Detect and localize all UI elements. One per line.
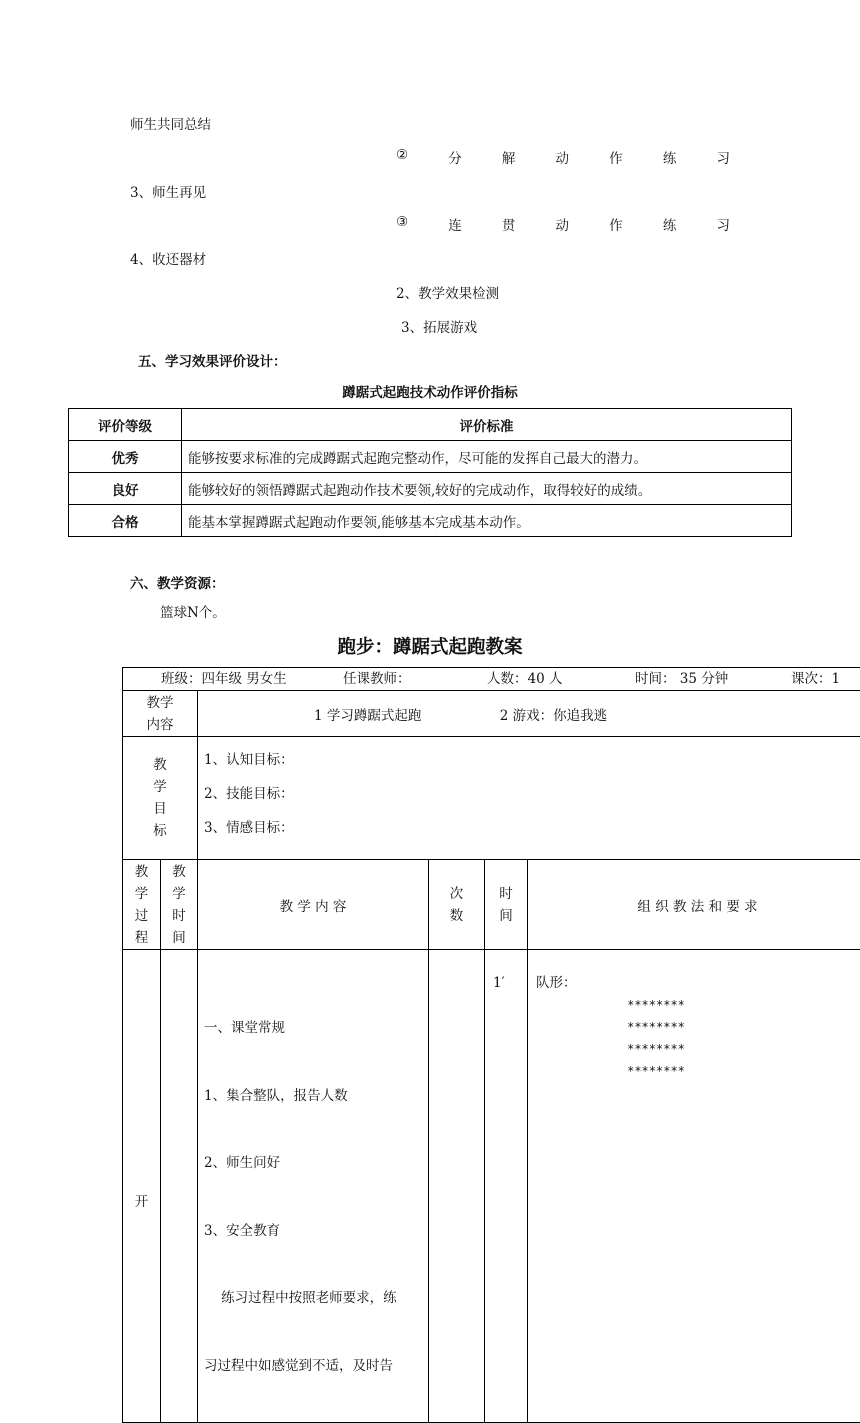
goals-cell: [198, 737, 860, 860]
content-item: 1 学习蹲踞式起跑: [314, 708, 421, 724]
char: 动: [556, 147, 570, 167]
level-cell: 良好: [69, 473, 182, 505]
formation-grid: [536, 994, 776, 1082]
method-cell: [528, 950, 860, 1423]
char: ③: [396, 214, 408, 234]
header-teaching-time: [161, 860, 198, 950]
equipment-line: 4、收还器材: [130, 248, 206, 268]
char: 解: [502, 147, 516, 167]
header-char: 教: [123, 861, 160, 883]
time-info: 时间： 35 分钟: [635, 668, 728, 690]
label-line: 内容: [123, 714, 197, 736]
char: ②: [396, 147, 408, 167]
goal-item: 2、技能目标：: [204, 777, 860, 811]
content-label: [123, 691, 198, 737]
formation-label: 队形：: [536, 972, 860, 994]
header-level: 评价等级: [69, 409, 182, 441]
char: 连: [448, 214, 462, 234]
goal-item: 1、认知目标：: [204, 743, 860, 777]
table-row: [123, 950, 860, 1423]
section-heading-evaluation: 五、学习效果评价设计：: [138, 350, 287, 370]
count-info: 人数：40 人: [487, 668, 562, 690]
table-header-row: [69, 409, 792, 441]
teacher-info: 任课教师：: [343, 668, 411, 690]
duration-cell: 1′: [485, 950, 528, 1423]
criteria-cell: 能基本掌握蹲踞式起跑动作要领,能够基本完成基本动作。: [182, 505, 792, 537]
content-row: [123, 691, 860, 737]
content-cell: [198, 950, 429, 1423]
summary-line: 师生共同总结: [130, 113, 211, 133]
label-char: 教: [123, 754, 197, 776]
header-char: 教: [161, 861, 197, 883]
content-line: 习过程中如感觉到不适，及时告: [204, 1355, 424, 1378]
content-line: 2、师生问好: [204, 1152, 424, 1175]
content-line: 1、集合整队，报告人数: [204, 1085, 424, 1108]
header-char: 次: [429, 883, 484, 905]
class-info: 班级：四年级 男女生: [161, 668, 287, 690]
header-criteria: 评价标准: [182, 409, 792, 441]
evaluation-table-title: 蹲踞式起跑技术动作评价指标: [0, 381, 860, 401]
teaching-time-cell: [161, 950, 198, 1423]
header-char: 时: [485, 883, 527, 905]
section-heading-resources: 六、教学资源：: [130, 572, 225, 592]
label-line: 教学: [123, 692, 197, 714]
char: 习: [716, 214, 730, 234]
level-cell: 合格: [69, 505, 182, 537]
char: 习: [716, 147, 730, 167]
header-char: 时: [161, 905, 197, 927]
continuous-practice-line: [396, 214, 730, 234]
session-info: 课次：1: [791, 668, 840, 690]
formation-row: ********: [536, 994, 776, 1016]
content-items-cell: [198, 691, 860, 737]
times-cell: [429, 950, 485, 1423]
char: 练: [663, 214, 677, 234]
table-row: [69, 441, 792, 473]
goals-label: [123, 737, 198, 860]
stage-cell: 开: [123, 950, 161, 1423]
info-row: [123, 668, 860, 691]
extension-game-line: 3、拓展游戏: [401, 316, 477, 336]
header-process: [123, 860, 161, 950]
header-char: 学: [123, 883, 160, 905]
goals-row: [123, 737, 860, 860]
char: 分: [448, 147, 462, 167]
goal-item: 3、情感目标：: [204, 811, 860, 845]
column-header-row: [123, 860, 860, 950]
criteria-cell: 能够按要求标准的完成蹲踞式起跑完整动作，尽可能的发挥自己最大的潜力。: [182, 441, 792, 473]
header-char: 数: [429, 905, 484, 927]
header-char: 过: [123, 905, 160, 927]
header-char: 学: [161, 883, 197, 905]
decomposition-practice-line: [396, 147, 730, 167]
evaluation-table: [68, 408, 792, 537]
formation-row: ********: [536, 1060, 776, 1082]
effect-check-line: 2、教学效果检测: [396, 282, 499, 302]
header-char: 程: [123, 927, 160, 949]
header-method: 组 织 教 法 和 要 求: [528, 860, 860, 950]
label-char: 目: [123, 798, 197, 820]
header-times: [429, 860, 485, 950]
lesson-plan-title: 跑步：蹲踞式起跑教案: [0, 633, 860, 659]
table-row: [69, 505, 792, 537]
content-item: 2 游戏：你追我逃: [500, 708, 607, 724]
formation-row: ********: [536, 1016, 776, 1038]
char: 动: [556, 214, 570, 234]
content-line: 3、安全教育: [204, 1220, 424, 1243]
criteria-cell: 能够较好的领悟蹲踞式起跑动作技术要领,较好的完成动作，取得较好的成绩。: [182, 473, 792, 505]
content-line: 一、课堂常规: [204, 1017, 424, 1040]
char: 贯: [502, 214, 516, 234]
char: 作: [609, 147, 623, 167]
header-char: 间: [485, 905, 527, 927]
header-char: 间: [161, 927, 197, 949]
char: 作: [609, 214, 623, 234]
level-cell: 优秀: [69, 441, 182, 473]
char: 练: [663, 147, 677, 167]
label-char: 学: [123, 776, 197, 798]
resources-text: 篮球N个。: [160, 601, 226, 621]
info-cell: [123, 668, 860, 691]
lesson-plan-table: [122, 667, 860, 1423]
formation-row: ********: [536, 1038, 776, 1060]
farewell-line: 3、师生再见: [130, 181, 206, 201]
header-duration: [485, 860, 528, 950]
content-line: 练习过程中按照老师要求，练: [204, 1287, 424, 1310]
label-char: 标: [123, 820, 197, 842]
header-content: 教 学 内 容: [198, 860, 429, 950]
table-row: [69, 473, 792, 505]
